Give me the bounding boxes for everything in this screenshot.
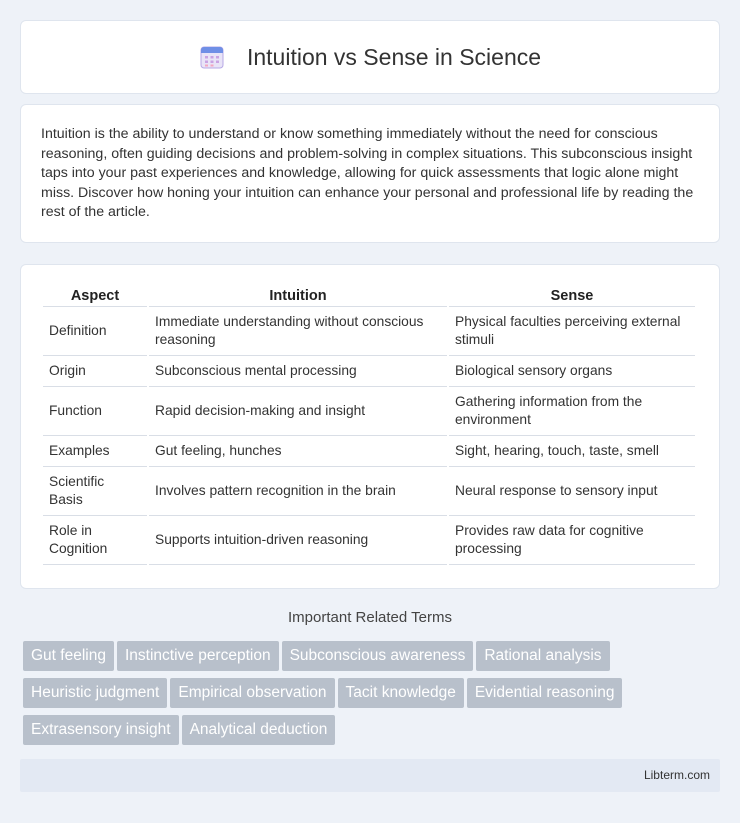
- cell-aspect: Role in Cognition: [43, 516, 147, 565]
- tag-evidential-reasoning[interactable]: Evidential reasoning: [467, 678, 623, 708]
- table-row: [43, 436, 695, 467]
- cell-intuition: Gut feeling, hunches: [149, 436, 447, 467]
- comparison-card: [20, 264, 720, 589]
- table-row: [43, 516, 695, 565]
- cell-sense: Gathering information from the environment: [449, 387, 695, 436]
- header-sense: Sense: [449, 285, 695, 307]
- cell-aspect: Function: [43, 387, 147, 436]
- tag-rational-analysis[interactable]: Rational analysis: [476, 641, 609, 671]
- related-tags: [23, 641, 723, 752]
- cell-sense: Physical faculties perceiving external stimuli: [449, 307, 695, 356]
- cell-intuition: Supports intuition-driven reasoning: [149, 516, 447, 565]
- intro-card: [20, 104, 720, 243]
- cell-intuition: Subconscious mental processing: [149, 356, 447, 387]
- related-terms-title: Important Related Terms: [288, 609, 452, 626]
- tag-subconscious-awareness[interactable]: Subconscious awareness: [282, 641, 474, 671]
- table-row: [43, 467, 695, 516]
- tag-instinctive-perception[interactable]: Instinctive perception: [117, 641, 279, 671]
- table-row: [43, 356, 695, 387]
- tag-extrasensory-insight[interactable]: Extrasensory insight: [23, 715, 179, 745]
- title-card: [20, 20, 720, 94]
- table-row: [43, 387, 695, 436]
- cell-sense: Provides raw data for cognitive processing: [449, 516, 695, 565]
- tag-heuristic-judgment[interactable]: Heuristic judgment: [23, 678, 167, 708]
- tag-empirical-observation[interactable]: Empirical observation: [170, 678, 334, 708]
- footer-site-link[interactable]: Libterm.com: [643, 768, 710, 782]
- header-intuition: Intuition: [149, 285, 447, 307]
- cell-sense: Neural response to sensory input: [449, 467, 695, 516]
- cell-intuition: Involves pattern recognition in the brain: [149, 467, 447, 516]
- cell-aspect: Definition: [43, 307, 147, 356]
- footer: [20, 759, 720, 792]
- tag-analytical-deduction[interactable]: Analytical deduction: [182, 715, 336, 745]
- table-row: [43, 307, 695, 356]
- cell-intuition: Immediate understanding without conscious reasoning: [149, 307, 447, 356]
- cell-sense: Sight, hearing, touch, taste, smell: [449, 436, 695, 467]
- intro-text: Intuition is the ability to understand or know something immediately without the need for conscious reasoning, often guiding decisions and problem-solving in complex situations. This subconscious insight taps into your past experiences and knowledge, allowing for quick assessments that logic alone might miss. Discover how honing your intuition can enhance your personal and professional life by reading the rest of the article.: [41, 126, 694, 221]
- comparison-table: [41, 285, 697, 565]
- cell-sense: Biological sensory organs: [449, 356, 695, 387]
- tag-gut-feeling[interactable]: Gut feeling: [23, 641, 114, 671]
- page-title: Intuition vs Sense in Science: [246, 43, 542, 70]
- tag-tacit-knowledge[interactable]: Tacit knowledge: [338, 678, 464, 708]
- cell-aspect: Examples: [43, 436, 147, 467]
- cell-intuition: Rapid decision-making and insight: [149, 387, 447, 436]
- cell-aspect: Scientific Basis: [43, 467, 147, 516]
- cell-aspect: Origin: [43, 356, 147, 387]
- header-aspect: Aspect: [43, 285, 147, 307]
- calendar-icon: [199, 44, 225, 70]
